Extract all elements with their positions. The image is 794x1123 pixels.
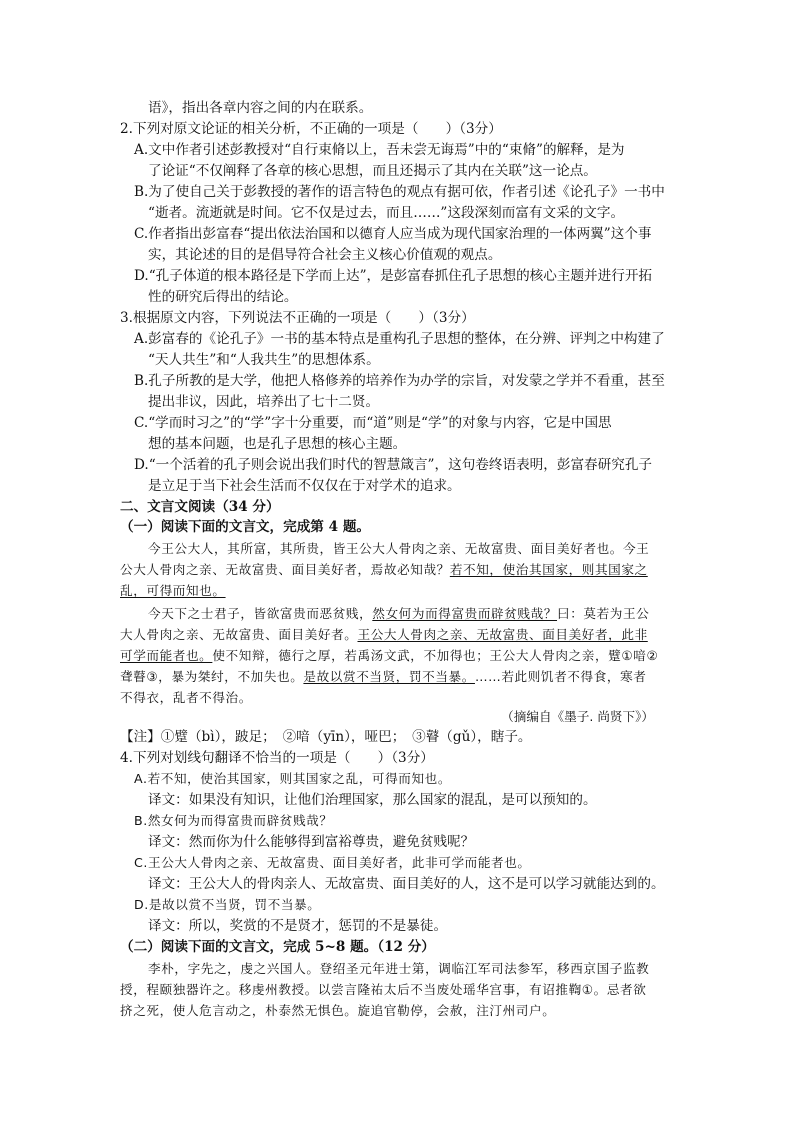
passage2-line: 挤之死，使人危言动之，朴泰然无惧色。旋追官勒停，会赦，注汀州司户。 [120,1003,556,1018]
passage1-text: 今天下之士君子，皆欲富贵而恶贫贱， [148,606,373,621]
passage1-line: 不得衣，乱者不得治。 [120,690,252,705]
passage1-line [120,561,648,579]
passage1-text: 聋瞽③，暴为桀纣，不加失也。 [120,669,304,684]
passage2-line: 授，程颐独器许之。移虔州教授。以尝言隆祐太后不当废处瑶华宫事，有诏推鞫①。忌者欲 [120,982,647,997]
q4-option-a-translation: 译文：如果没有知识，让他们治理国家，那么国家的混乱，是可以预知的。 [148,792,597,808]
q2-option-b: B.为了使自己关于彭教授的著作的语言特色的观点有据可依，作者引述《论孔子》一书中 [134,184,665,200]
passage1-text: 大人骨肉之亲、无故富贵、面目美好者。 [120,627,358,642]
q3-option-c: C.“学而时习之”的“学”字十分重要，而“道”则是“学”的对象与内容，它是中国思 [134,415,612,431]
passage1-line [120,626,648,644]
passage1-text: ……若此则饥者不得食，寒者 [474,669,647,684]
annotation-note: 【注】①躄（bì），跛足； ②喑（yīn），哑巴； ③瞽（gǔ），瞎子。 [120,729,532,745]
passage1-text: 使不知辩，德行之厚，若禹汤文武，不加得也；王公大人骨肉之亲，躄①喑② [212,648,659,663]
q4-option-d-translation: 译文：所以，奖赏的不是贤才，惩罚的不是暴徒。 [148,918,448,934]
q2-option-c-cont: 实，其论述的目的是倡导符合社会主义核心价值观的观点。 [148,247,502,263]
question-3-stem: 3.根据原文内容，下列说法不正确的一项是（ ）（3分） [120,310,475,326]
passage1-line [120,582,226,600]
q1-tail: 语》，指出各章内容之间的内在联系。 [148,100,373,116]
passage1-line: 今王公大人，其所富，其所贵，皆王公大人骨肉之亲、无故富贵、面目美好者也。今王 [148,541,650,556]
q3-option-c-cont: 想的基本问题，也是孔子思想的核心主题。 [148,436,407,452]
q4-option-c: C.王公大人骨肉之亲、无故富贵、面目美好者，此非可学而能者也。 [134,855,531,870]
passage1-line [120,668,646,686]
passage1-line [148,605,649,623]
q3-option-d-cont: 是立足于当下社会生活而不仅仅在于对学术的追求。 [148,478,461,494]
q2-option-c: C.作者指出彭富春“提出依法治国和以德育人应当成为现代国家治理的一体两翼”这个事 [134,226,652,242]
passage1-line [120,647,658,665]
q2-option-b-cont: “逝者。流逝就是时间。它不仅是过去，而且……”这段深刻而富有文采的文字。 [148,205,625,221]
passage2-line: 李朴，字先之，虔之兴国人。登绍圣元年进士第，调临江军司法参军，移西京国子监教 [148,961,650,976]
underlined-sentence-c: 王公大人骨肉之亲、无故富贵、面目美好者，此非 [357,627,648,642]
section-2-title: 二、文言文阅读（34 分） [120,499,280,515]
q4-option-a: A.若不知，使治其国家，则其国家之乱，可得而知也。 [134,771,452,786]
q3-option-d: D.“一个活着的孔子则会说出我们时代的智慧箴言”，这句卷终语表明，彭富春研究孔子 [134,457,653,473]
q4-option-b-translation: 译文：然而你为什么能够得到富裕尊贵，避免贫贱呢？ [148,834,475,850]
underlined-sentence-a-cont: 乱，可得而知也。 [120,583,226,598]
question-2-stem: 2.下列对原文论证的相关分析，不正确的一项是（ ）（3分） [120,121,502,137]
q3-option-b: B.孔子所教的是大学，他把人格修养的培养作为办学的宗旨，对发蒙之学并不看重，甚至 [134,373,665,389]
passage1-text: 公大人骨肉之亲、无故富贵、面目美好者，焉故必知哉？ [120,562,450,577]
q4-option-c-translation: 译文：王公大人的骨肉亲人、无故富贵、面目美好的人，这不是可以学习就能达到的。 [148,876,665,892]
underlined-sentence-d: 是故以赏不当贤，罚不当暴。 [303,669,475,684]
question-4-stem: 4.下列对划线句翻译不恰当的一项是（ ）（3分） [120,750,434,766]
subsection-1-title: （一）阅读下面的文言文，完成第 4 题。 [120,519,371,535]
underlined-sentence-b: 然女何为而得富贵而辟贫贱哉？ [372,606,558,621]
q4-option-d: D.是故以赏不当贤，罚不当暴。 [134,897,321,912]
passage1-source: （摘编自《墨子. 尚贤下》） [501,709,654,724]
subsection-2-title: （二）阅读下面的文言文，完成 5~8 题。（12 分） [120,939,435,955]
q3-option-b-cont: 提出非议，因此，培养出了七十二贤。 [148,394,380,410]
q4-option-b: B.然女何为而得富贵而辟贫贱哉？ [134,813,333,828]
q2-option-a-cont: 了论证“不仅阐释了各章的核心思想，而且还揭示了其内在关联”这一论点。 [148,163,597,179]
underlined-sentence-a: 若不知，使治其国家，则其国家之 [449,562,648,577]
q2-option-a: A.文中作者引述彭教授对“自行束脩以上，吾未尝无诲焉”中的“束脩”的解释，是为 [134,142,625,158]
q3-option-a: A.彭富春的《论孔子》一书的基本特点是重构孔子思想的整体，在分辨、评判之中构建了 [134,331,665,347]
q2-option-d: D.“孔子体道的根本路径是下学而上达”，是彭富春抓住孔子思想的核心主题并进行开拓 [134,268,653,284]
passage1-text: 曰：莫若为王公 [557,606,650,621]
q3-option-a-cont: “天人共生”和“人我共生”的思想体系。 [148,352,380,368]
underlined-sentence-c-cont: 可学而能者也。 [120,648,213,663]
q2-option-d-cont: 性的研究后得出的结论。 [148,289,298,305]
